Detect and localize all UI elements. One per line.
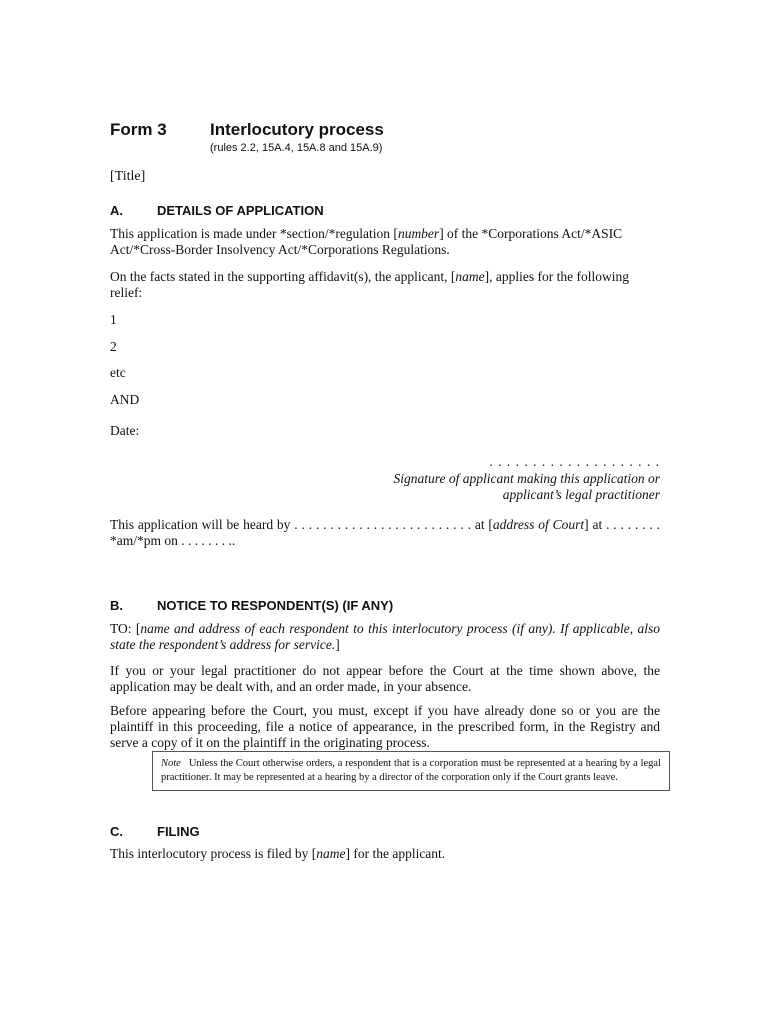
section-a-letter: A.: [110, 203, 123, 218]
section-b-paragraph-1: If you or your legal practitioner do not appear before the Court at the time shown above, the application may be dealt with, and an order made, in your absence.: [110, 663, 660, 694]
title-placeholder: [Title]: [110, 169, 146, 184]
form-rules: (rules 2.2, 15A.4, 15A.8 and 15A.9): [210, 142, 383, 154]
signature-line: . . . . . . . . . . . . . . . . . . . .: [489, 454, 660, 469]
and-label: AND: [110, 392, 140, 407]
address-of-court-placeholder: address of Court: [492, 517, 585, 532]
section-c-letter: C.: [110, 824, 123, 839]
note-label: Note: [161, 758, 181, 769]
section-b-letter: B.: [110, 598, 123, 613]
form-title: Interlocutory process: [210, 120, 384, 139]
form-number: Form 3: [110, 120, 167, 139]
relief-item-1: 1: [110, 312, 117, 327]
relief-item-2: 2: [110, 339, 117, 354]
section-a-heading: DETAILS OF APPLICATION: [157, 203, 324, 218]
section-a-paragraph-1: This application is made under *section/*regulation [number] of the *Corporations Act/*ASIC Act/*Cross-Border Insolvency Act/*Corporations Regulations.: [110, 226, 623, 257]
hearing-paragraph: This application will be heard by . . . . . . . . . . . . . . . . . . . . . . . . . at [address of Court] at . . . . . . . . *am/*pm on . . . . . . . ..: [110, 517, 660, 548]
respondent-to-line: TO: [name and address of each respondent to this interlocutory process (if any). If applicable, also state the respondent’s address for service.]: [110, 621, 660, 652]
section-b-heading: NOTICE TO RESPONDENT(S) (IF ANY): [157, 598, 394, 613]
respondent-placeholder: name and address of each respondent to this interlocutory process (if any). If applicable, also state the respondent’s address for service.: [110, 621, 660, 652]
signature-caption: Signature of applicant making this application or applicant’s legal practitioner: [393, 471, 660, 502]
note-text: Unless the Court otherwise orders, a respondent that is a corporation must be represented at a hearing by a legal practitioner. It may be represented at a hearing by a director of the corporation only if the Court grants leave.: [161, 758, 661, 783]
filing-paragraph: This interlocutory process is filed by [name] for the applicant.: [110, 846, 446, 861]
filer-name-placeholder: name: [316, 846, 346, 861]
section-c-heading: FILING: [157, 824, 200, 839]
date-label: Date:: [110, 423, 140, 438]
number-placeholder: number: [397, 226, 440, 241]
relief-item-etc: etc: [110, 365, 126, 380]
section-a-paragraph-2: On the facts stated in the supporting affidavit(s), the applicant, [name], applies for the following relief:: [110, 269, 629, 300]
note-box: [152, 751, 670, 791]
name-placeholder: name: [455, 269, 485, 284]
section-b-paragraph-2: Before appearing before the Court, you must, except if you have already done so or you are the plaintiff in this proceeding, file a notice of appearance, in the prescribed form, in the Registry and serve a copy of it on the plaintiff in the originating process.: [110, 703, 660, 750]
